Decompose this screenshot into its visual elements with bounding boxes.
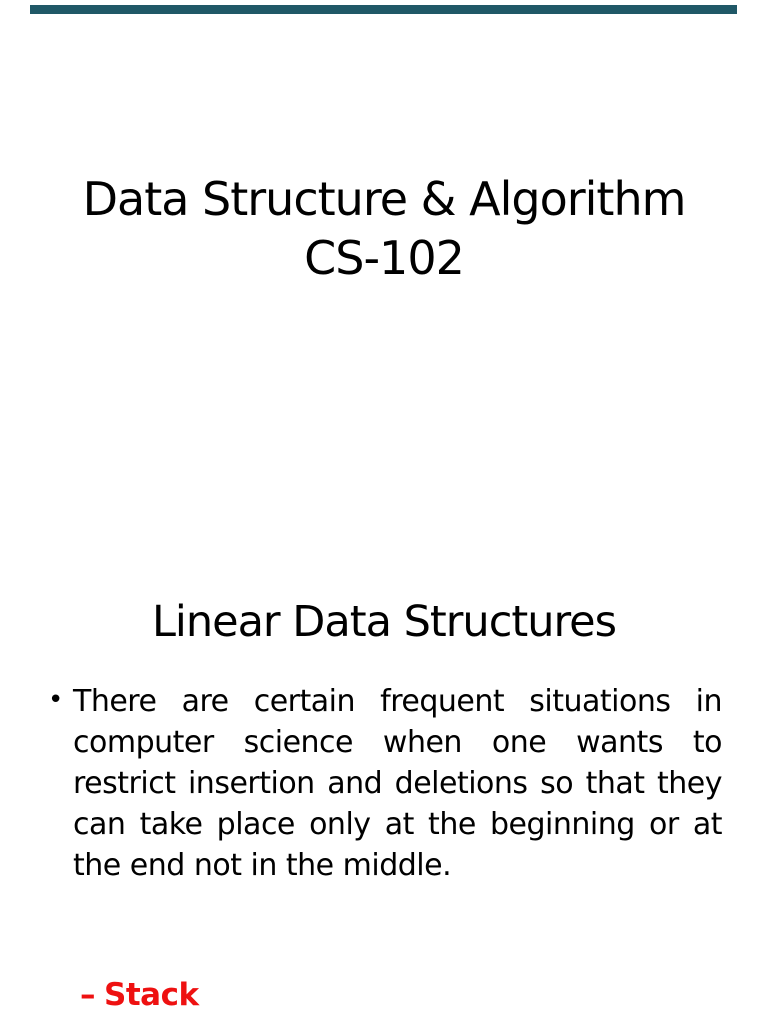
bullet-text: There are certain frequent situations in computer science when one wants to restrict insertion and deletions so that they can take place only at the beginning or at the end not in the middle. (73, 684, 722, 883)
bullet-marker: • (48, 685, 64, 715)
sub-bullet-label: Stack (104, 977, 199, 1013)
slide-title-line2: CS-102 (304, 231, 464, 285)
section-heading: Linear Data Structures (151, 597, 617, 647)
bullet-item (46, 681, 722, 886)
slide-top-accent-bar (30, 5, 737, 14)
sub-bullet-dash: – (80, 977, 95, 1013)
sub-bullet-stack (80, 977, 199, 1013)
slide-title (0, 170, 768, 288)
slide-title-line1: Data Structure & Algorithm (82, 172, 686, 226)
